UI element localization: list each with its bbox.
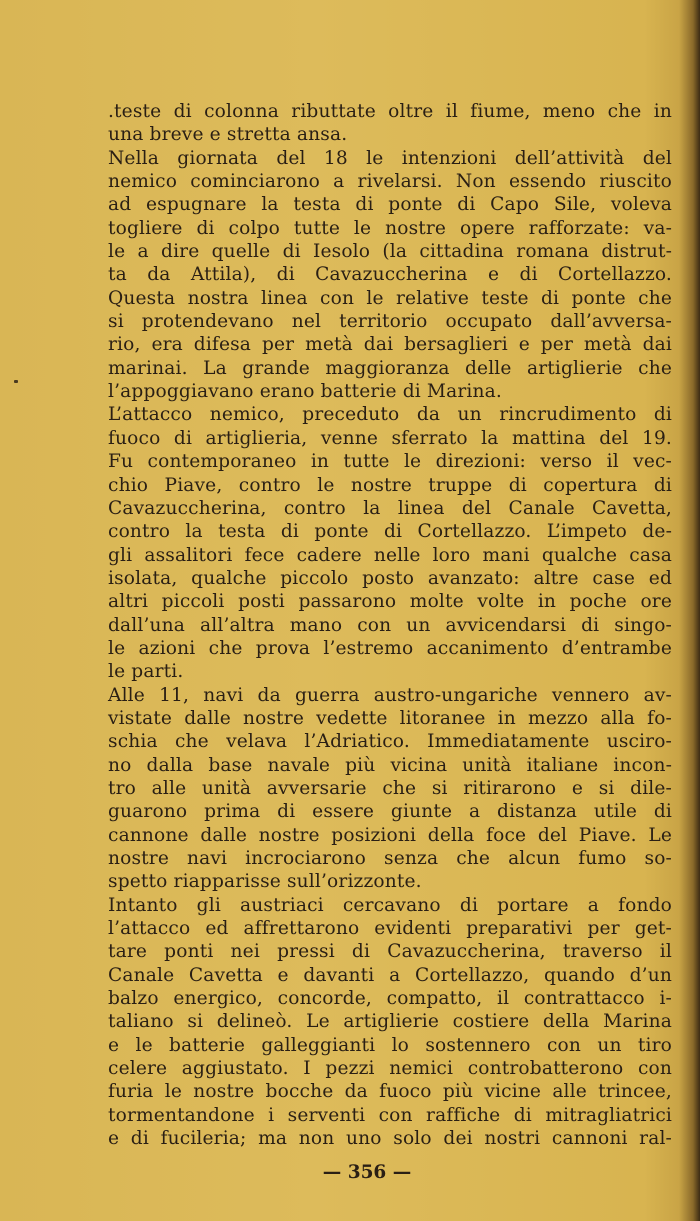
text-line: taliano si delineò. Le artiglierie costiere della Marina [108, 1011, 672, 1033]
text-line: contro la testa di ponte di Cortellazzo. L’impeto de- [108, 521, 672, 543]
text-line: Cavazuccherina, contro la linea del Canale Cavetta, [108, 497, 672, 519]
ink-speck [14, 380, 18, 383]
text-line: togliere di colpo tutte le nostre opere rafforzate: va- [108, 217, 672, 239]
body-text [108, 100, 672, 1150]
text-line: cannone dalle nostre posizioni della foce del Piave. Le [108, 824, 672, 846]
text-line: le azioni che prova l’estremo accanimento d’entrambe [108, 637, 672, 659]
text-line: balzo energico, concorde, compatto, il contrattacco i- [108, 988, 672, 1010]
text-line: furia le nostre bocche da fuoco più vicine alle trincee, [108, 1081, 672, 1103]
text-line: spetto riapparisse sull’orizzonte. [108, 871, 422, 893]
text-line: ta da Attila), di Cavazuccherina e di Cortellazzo. [108, 264, 672, 286]
text-line: celere aggiustato. I pezzi nemici controbatterono con [108, 1058, 672, 1080]
text-line: gli assalitori fece cadere nelle loro mani qualche casa [108, 544, 672, 566]
text-line: chio Piave, contro le nostre truppe di copertura di [108, 474, 672, 496]
text-line: no dalla base navale più vicina unità italiane incon- [108, 754, 672, 776]
text-line: .teste di colonna ributtate oltre il fiume, meno che in [108, 101, 672, 122]
text-line: e le batterie galleggianti lo sostennero con un tiro [108, 1034, 672, 1056]
text-line: guarono prima di essere giunte a distanza utile di [108, 801, 672, 823]
text-line: e di fucileria; ma non uno solo dei nostri cannoni ral- [108, 1128, 672, 1150]
text-line: Intanto gli austriaci cercavano di portare a fondo [108, 894, 672, 916]
text-line: tormentandone i serventi con raffiche di mitragliatrici [108, 1104, 672, 1126]
text-line: Canale Cavetta e davanti a Cortellazzo, quando d’un [108, 964, 672, 986]
text-line: si protendevano nel territorio occupato dall’avversa- [108, 311, 672, 333]
text-line: l’appoggiavano erano batterie di Marina. [108, 381, 502, 403]
text-line: L’attacco nemico, preceduto da un rincrudimento di [108, 404, 672, 426]
text-line: una breve e stretta ansa. [108, 124, 348, 146]
text-line: vistate dalle nostre vedette litoranee in mezzo alla fo- [108, 707, 672, 729]
page-number: — 356 — [322, 1162, 412, 1183]
text-line: tro alle unità avversarie che si ritirarono e si dile- [108, 777, 672, 799]
text-line: l’attacco ed affrettarono evidenti preparativi per get- [108, 918, 672, 940]
text-line: Fu contemporaneo in tutte le direzioni: verso il vec- [108, 451, 672, 473]
text-line: ad espugnare la testa di ponte di Capo Sile, voleva [108, 194, 672, 216]
text-line: altri piccoli posti passarono molte volte in poche ore [108, 591, 672, 613]
text-line: Nella giornata del 18 le intenzioni dell’attività del [108, 147, 672, 169]
text-line: le parti. [108, 661, 184, 683]
text-line: schia che velava l’Adriatico. Immediatamente usciro- [108, 731, 672, 753]
text-line: isolata, qualche piccolo posto avanzato: altre case ed [108, 567, 672, 589]
text-line: dall’una all’altra mano con un avvicendarsi di singo- [108, 614, 672, 636]
text-line: Alle 11, navi da guerra austro-ungariche vennero av- [108, 684, 672, 706]
text-line: nemico cominciarono a rivelarsi. Non essendo riuscito [108, 171, 672, 193]
text-line: fuoco di artiglieria, venne sferrato la mattina del 19. [108, 427, 672, 449]
text-line: nostre navi incrociarono senza che alcun fumo so- [108, 848, 672, 869]
text-line: rio, era difesa per metà dai bersaglieri e per metà dai [108, 334, 672, 356]
text-line: marinai. La grande maggioranza delle artiglierie che [108, 357, 672, 379]
text-line: le a dire quelle di Iesolo (la cittadina romana distrut- [108, 241, 672, 263]
text-line: Questa nostra linea con le relative teste di ponte che [108, 287, 672, 309]
text-line: tare ponti nei pressi di Cavazuccherina, traverso il [108, 941, 672, 963]
